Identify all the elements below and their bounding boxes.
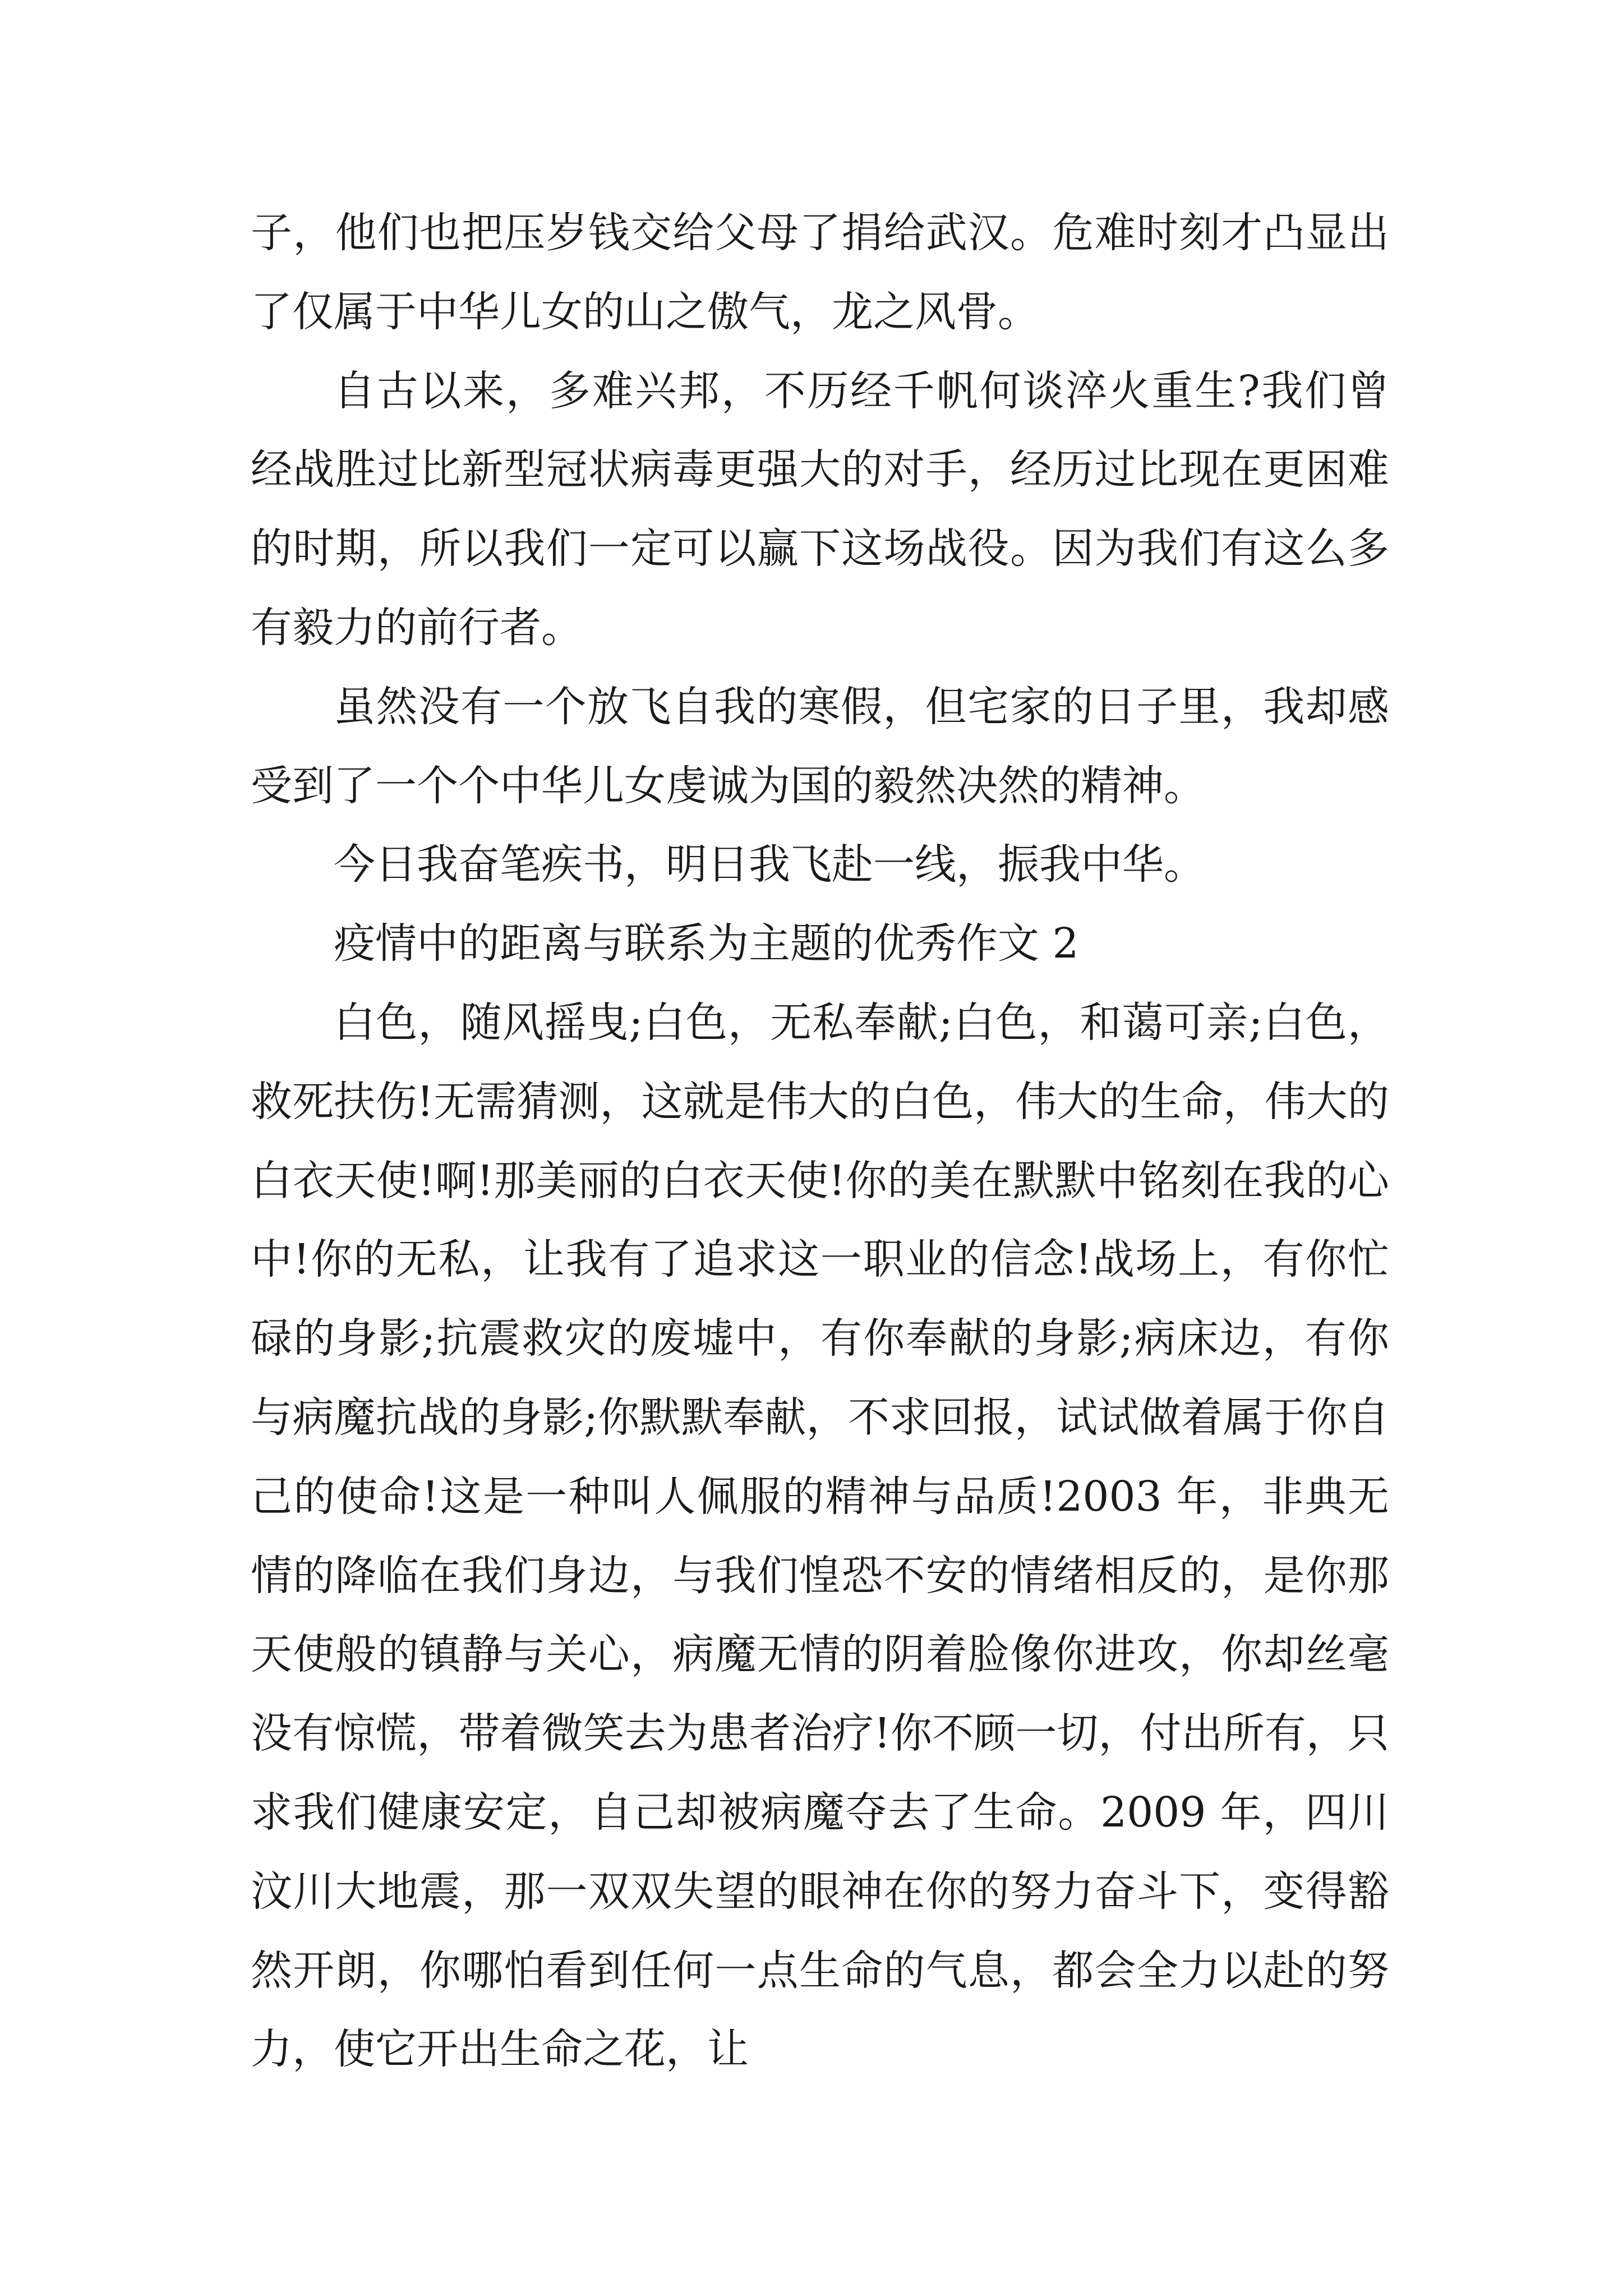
essay-body [251,194,1389,2089]
paragraph: 虽然没有一个放飞自我的寒假，但宅家的日子里，我却感受到了一个个中华儿女虔诚为国的毅然决然的精神。 [251,682,1389,810]
paragraph: 白色，随风摇曳;白色，无私奉献;白色，和蔼可亲;白色，救死扶伤!无需猜测，这就是伟大的白色，伟大的生命，伟大的白衣天使!啊!那美丽的白衣天使!你的美在默默中铭刻在我的心中!你的无私，让我有了追求这一职业的信念!战场上，有你忙碌的身影;抗震救灾的废墟中，有你奉献的身影;病床边，有你与病魔抗战的身影;你默默奉献，不求回报，试试做着属于你自己的使命!这是一种叫人佩服的精神与品质!2003 年，非典无情的降临在我们身边，与我们惶恐不安的情绪相反的，是你那天使般的镇静与关心，病魔无情的阴着脸像你进攻，你却丝毫没有惊慌，带着微笑去为患者治疗!你不顾一切，付出所有，只求我们健康安定，自己却被病魔夺去了生命。2009 年，四川汶川大地震，那一双双失望的眼神在你的努力奋斗下，变得豁然开朗，你哪怕看到任何一点生命的气息，都会全力以赴的努力，使它开出生命之花，让 [251,998,1389,2074]
paragraph-continued: 子，他们也把压岁钱交给父母了捐给武汉。危难时刻才凸显出了仅属于中华儿女的山之傲气，龙之风骨。 [251,209,1389,336]
paragraph: 今日我奋笔疾书，明日我飞赴一线，振我中华。 [334,840,1205,889]
essay-title: 疫情中的距离与联系为主题的优秀作文 2 [334,919,1079,968]
paragraph: 自古以来，多难兴邦，不历经千帆何谈淬火重生?我们曾经战胜过比新型冠状病毒更强大的对手，经历过比现在更困难的时期，所以我们一定可以赢下这场战役。因为我们有这么多有毅力的前行者。 [251,366,1389,652]
